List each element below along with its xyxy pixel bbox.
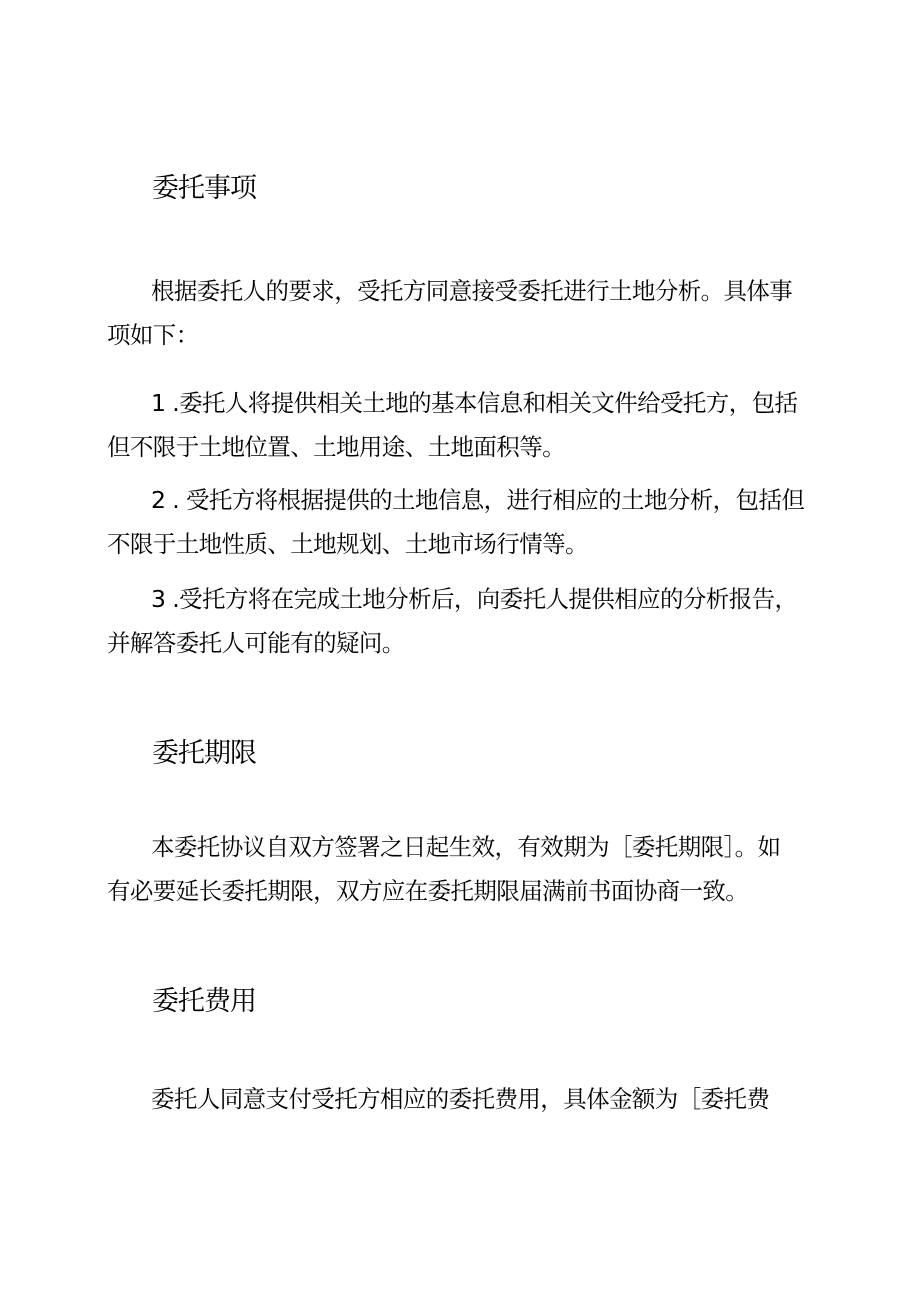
section-heading-entrusted-matters: 委托事项 bbox=[152, 173, 256, 204]
intro-paragraph bbox=[107, 269, 819, 357]
text-line: 3 .受托方将在完成土地分析后，向委托人提供相应的分析报告， bbox=[151, 585, 798, 613]
text-line: 2 . 受托方将根据提供的土地信息，进行相应的土地分析，包括但 bbox=[151, 486, 805, 514]
text-line: 1 .委托人将提供相关土地的基本信息和相关文件给受托方，包括 bbox=[151, 389, 798, 417]
list-item-2 bbox=[107, 478, 819, 566]
text-line: 但不限于土地位置、土地用途、土地面积等。 bbox=[107, 433, 565, 461]
text-line: 有必要延长委托期限，双方应在委托期限届满前书面协商一致。 bbox=[107, 877, 749, 905]
fees-paragraph bbox=[107, 1077, 819, 1121]
list-item-1 bbox=[107, 381, 819, 469]
text-line: 不限于土地性质、土地规划、土地市场行情等。 bbox=[107, 530, 588, 558]
section-heading-term: 委托期限 bbox=[152, 738, 256, 769]
text-line: 委托人同意支付受托方相应的委托费用，具体金额为［委托费 bbox=[151, 1085, 770, 1113]
list-item-3 bbox=[107, 577, 819, 665]
section-heading-fees: 委托费用 bbox=[152, 986, 256, 1017]
term-paragraph bbox=[107, 825, 819, 913]
text-line: 本委托协议自双方签署之日起生效，有效期为［委托期限］。如 bbox=[151, 833, 781, 861]
text-line: 项如下： bbox=[107, 321, 199, 349]
text-line: 并解答委托人可能有的疑问。 bbox=[107, 629, 405, 657]
text-line: 根据委托人的要求，受托方同意接受委托进行土地分析。具体事 bbox=[151, 277, 793, 305]
